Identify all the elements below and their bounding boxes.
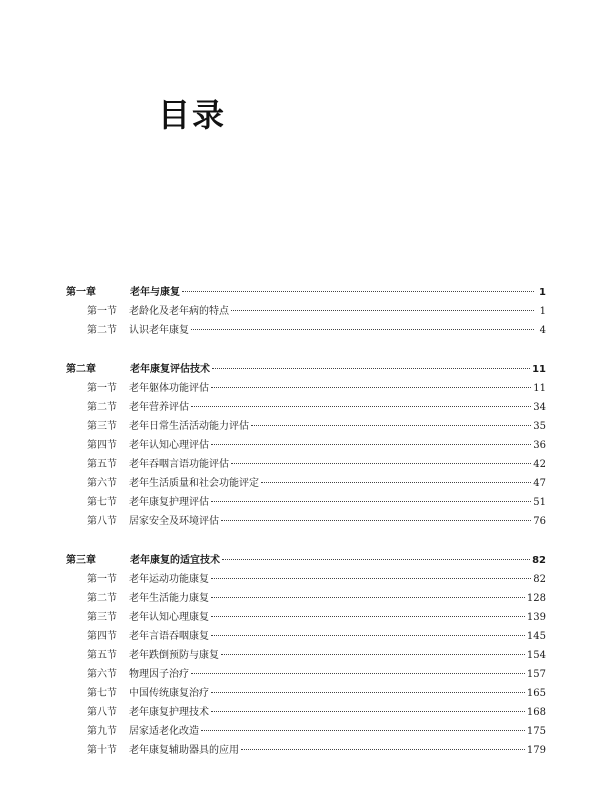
chapter-block (66, 360, 546, 531)
chapter-gap (66, 531, 546, 551)
section-title: 老年认知心理康复 (129, 612, 209, 623)
section-title: 老年日常生活活动能力评估 (129, 421, 249, 432)
section-entry[interactable] (66, 436, 546, 455)
dot-leader (211, 501, 531, 502)
chapter-number: 第二章 (66, 364, 96, 375)
section-number: 第四节 (87, 440, 117, 451)
section-title: 老年跌倒预防与康复 (129, 650, 219, 661)
section-entry[interactable] (66, 627, 546, 646)
chapter-entry[interactable] (66, 551, 546, 570)
section-title: 老年生活能力康复 (129, 593, 209, 604)
page-number: 82 (533, 574, 546, 585)
section-title: 老年认知心理评估 (129, 440, 209, 451)
page-number: 4 (539, 325, 546, 336)
dot-leader (211, 387, 531, 388)
dot-leader (221, 654, 525, 655)
section-number: 第八节 (87, 707, 117, 718)
dot-leader (201, 730, 525, 731)
section-number: 第五节 (87, 459, 117, 470)
section-entry[interactable] (66, 512, 546, 531)
section-entry[interactable] (66, 703, 546, 722)
section-entry[interactable] (66, 398, 546, 417)
section-entry[interactable] (66, 455, 546, 474)
dot-leader (221, 520, 531, 521)
section-title: 居家安全及环境评估 (129, 516, 219, 527)
page-number: 128 (526, 593, 546, 604)
dot-leader (222, 559, 530, 560)
chapter-gap (66, 340, 546, 360)
page-number: 51 (533, 497, 546, 508)
section-number: 第八节 (87, 516, 117, 527)
table-of-contents (66, 283, 546, 760)
dot-leader (182, 291, 534, 292)
section-number: 第九节 (87, 726, 117, 737)
dot-leader (212, 368, 530, 369)
page-number: 11 (533, 383, 546, 394)
page-number: 179 (526, 745, 546, 756)
page-number: 42 (533, 459, 546, 470)
dot-leader (261, 482, 531, 483)
chapter-entry[interactable] (66, 283, 546, 302)
chapter-block (66, 551, 546, 760)
section-entry[interactable] (66, 474, 546, 493)
section-number: 第七节 (87, 688, 117, 699)
dot-leader (241, 749, 525, 750)
dot-leader (211, 711, 525, 712)
page-number: 139 (526, 612, 546, 623)
page-number: 35 (533, 421, 546, 432)
section-title: 老年康复护理技术 (129, 707, 209, 718)
section-title: 老年康复辅助器具的应用 (129, 745, 239, 756)
dot-leader (251, 425, 531, 426)
section-title: 老年运动功能康复 (129, 574, 209, 585)
section-number: 第二节 (87, 325, 117, 336)
section-title: 老年躯体功能评估 (129, 383, 209, 394)
section-title: 老龄化及老年病的特点 (129, 306, 229, 317)
chapter-title: 老年与康复 (130, 287, 180, 298)
section-title: 中国传统康复治疗 (129, 688, 209, 699)
dot-leader (211, 692, 525, 693)
section-number: 第二节 (87, 402, 117, 413)
chapter-entry[interactable] (66, 360, 546, 379)
section-entry[interactable] (66, 646, 546, 665)
page-number: 36 (533, 440, 546, 451)
page-number: 165 (526, 688, 546, 699)
section-entry[interactable] (66, 608, 546, 627)
section-title: 居家适老化改造 (129, 726, 199, 737)
section-number: 第一节 (87, 574, 117, 585)
section-entry[interactable] (66, 684, 546, 703)
page-number: 76 (533, 516, 546, 527)
page-number: 175 (526, 726, 546, 737)
section-title: 老年言语吞咽康复 (129, 631, 209, 642)
page-number: 168 (526, 707, 546, 718)
section-title: 老年吞咽言语功能评估 (129, 459, 229, 470)
dot-leader (211, 444, 531, 445)
section-title: 认识老年康复 (129, 325, 189, 336)
page-number: 1 (539, 306, 546, 317)
section-entry[interactable] (66, 302, 546, 321)
dot-leader (231, 310, 534, 311)
section-title: 老年生活质量和社会功能评定 (129, 478, 259, 489)
page-number: 34 (533, 402, 546, 413)
section-entry[interactable] (66, 379, 546, 398)
section-number: 第六节 (87, 478, 117, 489)
section-title: 物理因子治疗 (129, 669, 189, 680)
section-entry[interactable] (66, 722, 546, 741)
chapter-number: 第三章 (66, 555, 96, 566)
dot-leader (191, 673, 525, 674)
dot-leader (211, 635, 525, 636)
page-title: 目录 (158, 96, 227, 134)
dot-leader (211, 578, 531, 579)
section-number: 第五节 (87, 650, 117, 661)
page-number: 145 (526, 631, 546, 642)
dot-leader (191, 406, 531, 407)
section-title: 老年营养评估 (129, 402, 189, 413)
section-entry[interactable] (66, 493, 546, 512)
page-number: 157 (526, 669, 546, 680)
page-number: 11 (532, 364, 546, 375)
section-entry[interactable] (66, 417, 546, 436)
page-number: 1 (539, 287, 546, 298)
section-number: 第一节 (87, 383, 117, 394)
section-entry[interactable] (66, 741, 546, 760)
section-title: 老年康复护理评估 (129, 497, 209, 508)
dot-leader (211, 597, 525, 598)
section-number: 第七节 (87, 497, 117, 508)
section-entry[interactable] (66, 665, 546, 684)
section-number: 第六节 (87, 669, 117, 680)
chapter-number: 第一章 (66, 287, 96, 298)
chapter-title: 老年康复评估技术 (130, 364, 210, 375)
dot-leader (211, 616, 525, 617)
dot-leader (231, 463, 531, 464)
section-number: 第二节 (87, 593, 117, 604)
chapter-title: 老年康复的适宜技术 (130, 555, 220, 566)
page-number: 82 (532, 555, 546, 566)
section-entry[interactable] (66, 570, 546, 589)
section-entry[interactable] (66, 589, 546, 608)
chapter-block (66, 283, 546, 340)
section-number: 第十节 (87, 745, 117, 756)
page-number: 154 (526, 650, 546, 661)
section-number: 第一节 (87, 306, 117, 317)
dot-leader (191, 329, 534, 330)
page-number: 47 (533, 478, 546, 489)
section-number: 第四节 (87, 631, 117, 642)
section-number: 第三节 (87, 612, 117, 623)
section-number: 第三节 (87, 421, 117, 432)
section-entry[interactable] (66, 321, 546, 340)
